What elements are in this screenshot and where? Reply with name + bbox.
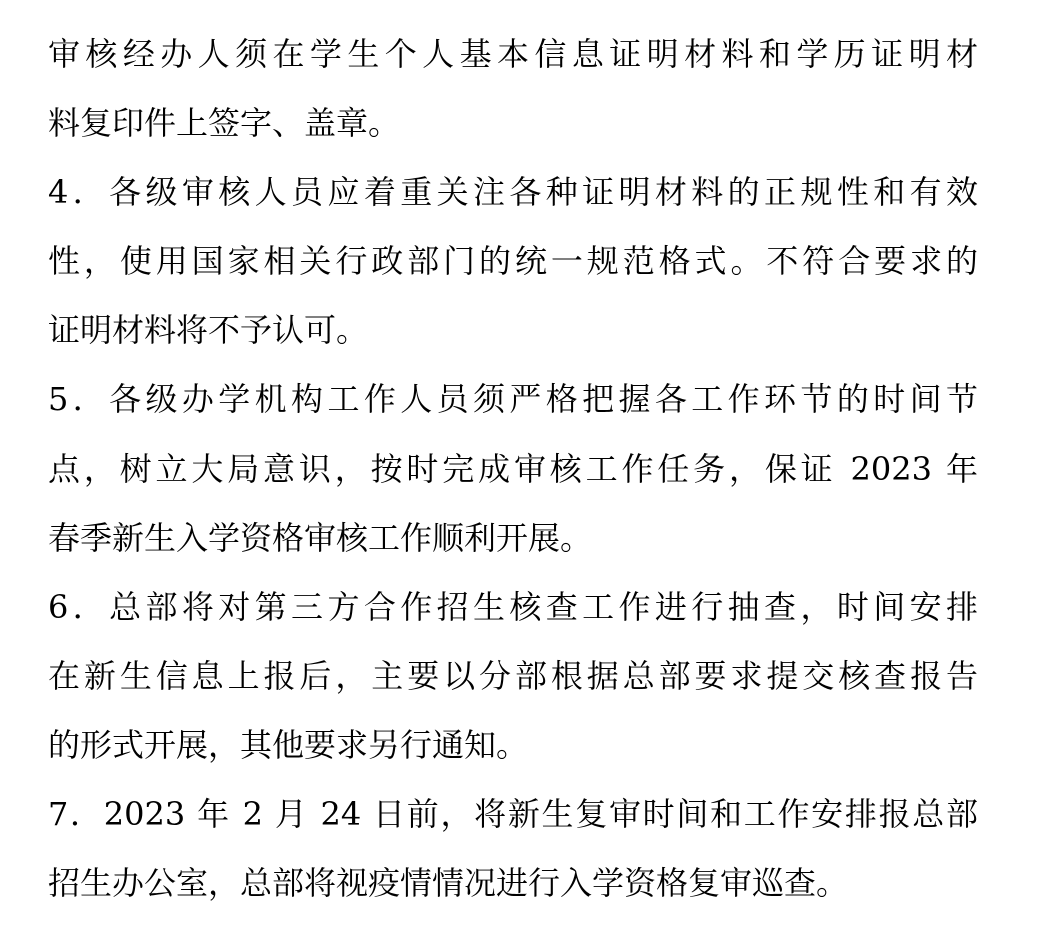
text-line: 7．2023 年 2 月 24 日前，将新生复审时间和工作安排报总部: [48, 795, 978, 834]
text-line: 6．总部将对第三方合作招生核查工作进行抽查，时间安排: [48, 587, 978, 626]
text-line: 招生办公室，总部将视疫情情况进行入学资格复审巡查。: [48, 864, 849, 903]
text-line: 的形式开展，其他要求另行通知。: [48, 725, 529, 764]
text-line: 料复印件上签字、盖章。: [48, 104, 401, 143]
text-line: 4．各级审核人员应着重关注各种证明材料的正规性和有效: [48, 173, 978, 212]
text-line: 点，树立大局意识，按时完成审核工作任务，保证 2023 年: [48, 449, 978, 488]
text-line: 审核经办人须在学生个人基本信息证明材料和学历证明材: [48, 35, 978, 73]
text-line: 春季新生入学资格审核工作顺利开展。: [48, 518, 593, 557]
text-line: 5．各级办学机构工作人员须严格把握各工作环节的时间节: [48, 380, 978, 419]
text-line: 证明材料将不予认可。: [48, 311, 369, 350]
document-body: [48, 20, 978, 918]
text-line: 性，使用国家相关行政部门的统一规范格式。不符合要求的: [48, 242, 978, 281]
text-line: 在新生信息上报后，主要以分部根据总部要求提交核查报告: [48, 656, 978, 695]
